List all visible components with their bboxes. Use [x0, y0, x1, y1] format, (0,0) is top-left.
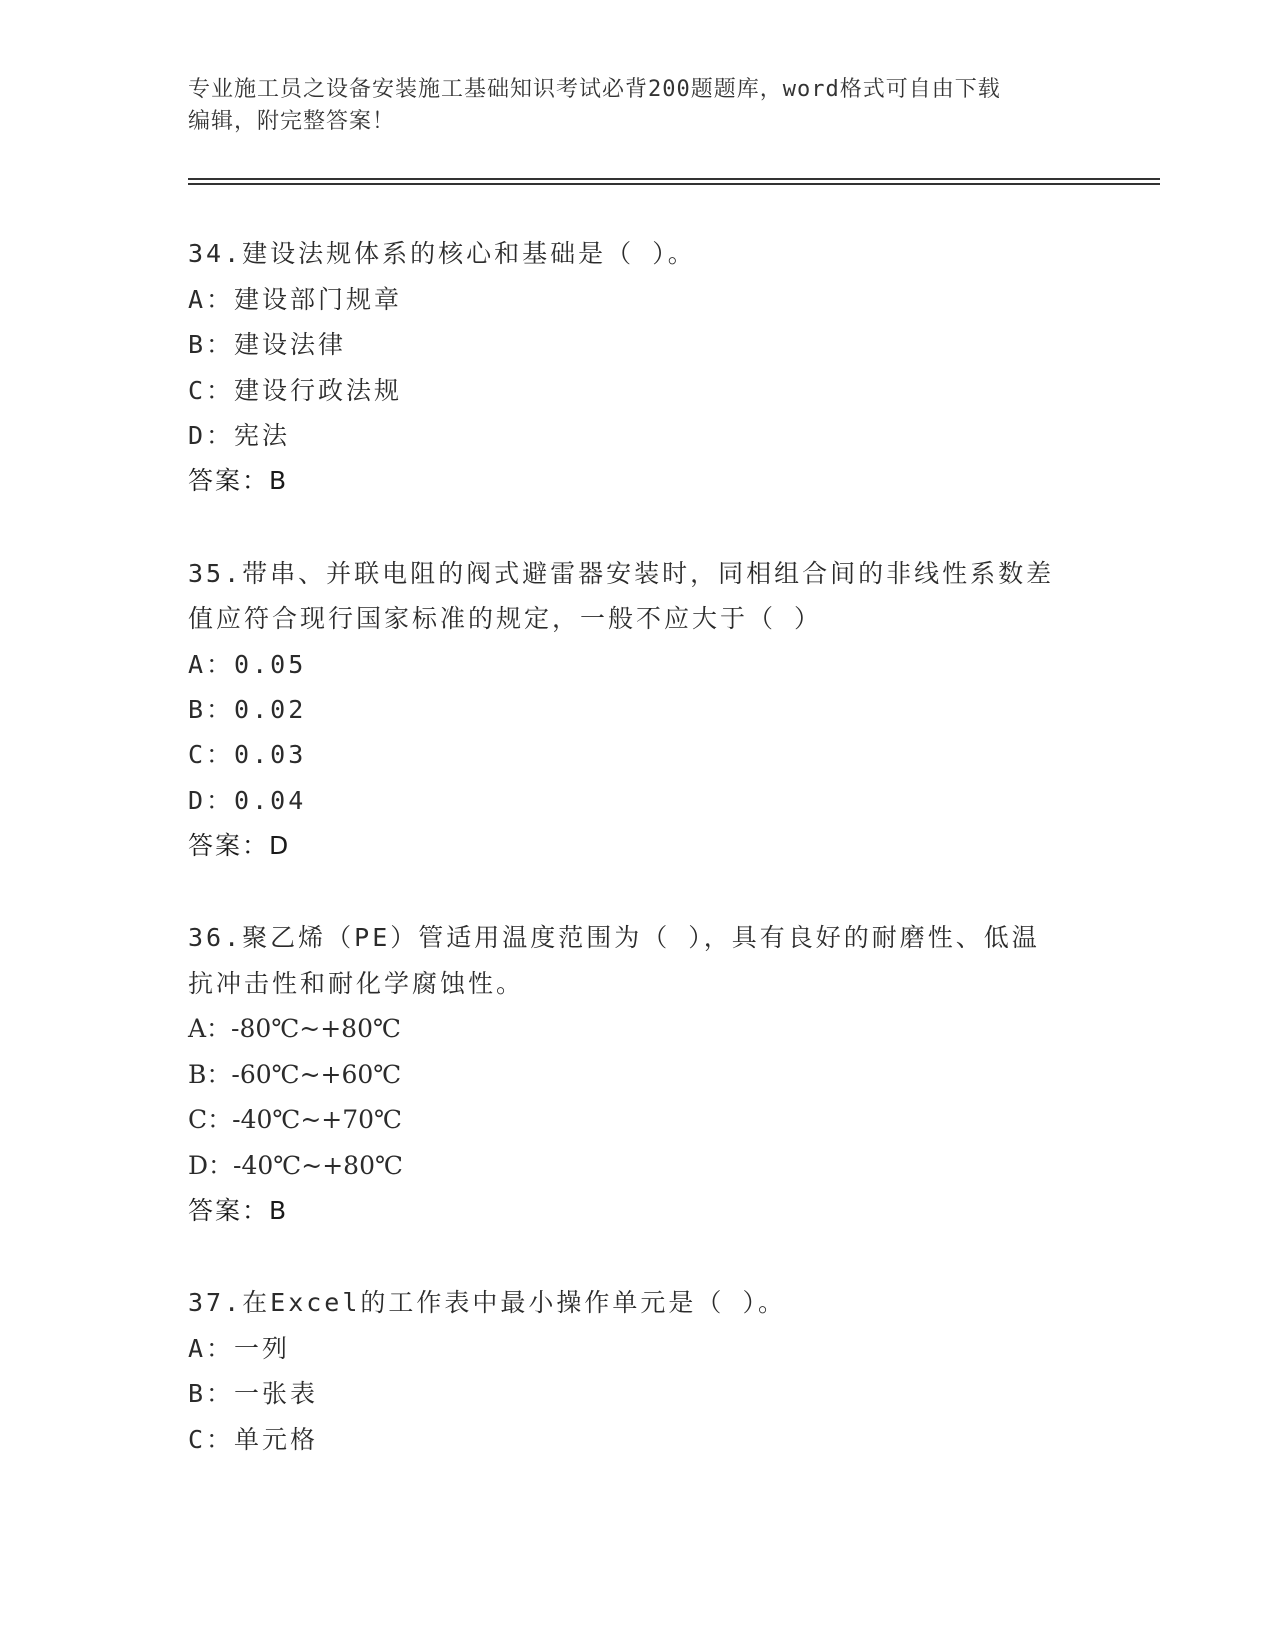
question-34-option-d: D：宪法	[188, 421, 291, 450]
question-35-option-a: A：0.05	[188, 650, 307, 679]
question-36-option-b-text: B：-60℃~+60℃	[188, 1060, 402, 1089]
document-header	[188, 74, 1068, 138]
question-37-option-c: C：单元格	[188, 1425, 319, 1454]
question-37-option-b: B：一张表	[188, 1379, 319, 1408]
question-34-option-a: A：建设部门规章	[188, 285, 403, 314]
question-35-stem-line-1: 35.带串、并联电阻的阀式避雷器安装时，同相组合间的非线性系数差	[188, 559, 1055, 588]
question-34-option-c: C：建设行政法规	[188, 376, 403, 405]
header-divider-top	[188, 178, 1160, 180]
header-divider-bottom	[188, 183, 1160, 185]
question-36-answer: 答案：B	[188, 1196, 289, 1225]
question-36-option-a-text: A：-80℃~+80℃	[188, 1014, 401, 1043]
question-35-stem-line-2: 值应符合现行国家标准的规定，一般不应大于（ ）	[188, 604, 823, 633]
question-36-option-b	[188, 1059, 401, 1091]
header-line-1: 专业施工员之设备安装施工基础知识考试必背200题题库，word格式可自由下载	[188, 77, 1001, 102]
question-35-option-d: D：0.04	[188, 786, 307, 815]
question-36-option-c-text: C：-40℃~+70℃	[188, 1105, 403, 1134]
question-36-option-d-text: D：-40℃~+80℃	[188, 1151, 403, 1180]
question-37-stem: 37.在Excel的工作表中最小操作单元是（ ）。	[188, 1288, 786, 1317]
question-36-option-d	[188, 1150, 403, 1182]
question-35-answer: 答案：D	[188, 831, 291, 860]
question-36-stem-line-2: 抗冲击性和耐化学腐蚀性。	[188, 969, 525, 998]
question-35-option-b: B：0.02	[188, 695, 307, 724]
header-line-2: 编辑，附完整答案！	[188, 109, 396, 134]
question-37-option-a: A：一列	[188, 1334, 291, 1363]
question-36-stem-line-1: 36.聚乙烯（PE）管适用温度范围为（ ），具有良好的耐磨性、低温	[188, 923, 1040, 952]
question-34-option-b: B：建设法律	[188, 330, 347, 359]
question-34-stem: 34.建设法规体系的核心和基础是（ ）。	[188, 239, 696, 268]
question-35-option-c: C：0.03	[188, 740, 307, 769]
question-34-answer: 答案：B	[188, 466, 289, 495]
question-36-option-c	[188, 1104, 402, 1136]
question-36-option-a	[188, 1013, 401, 1045]
